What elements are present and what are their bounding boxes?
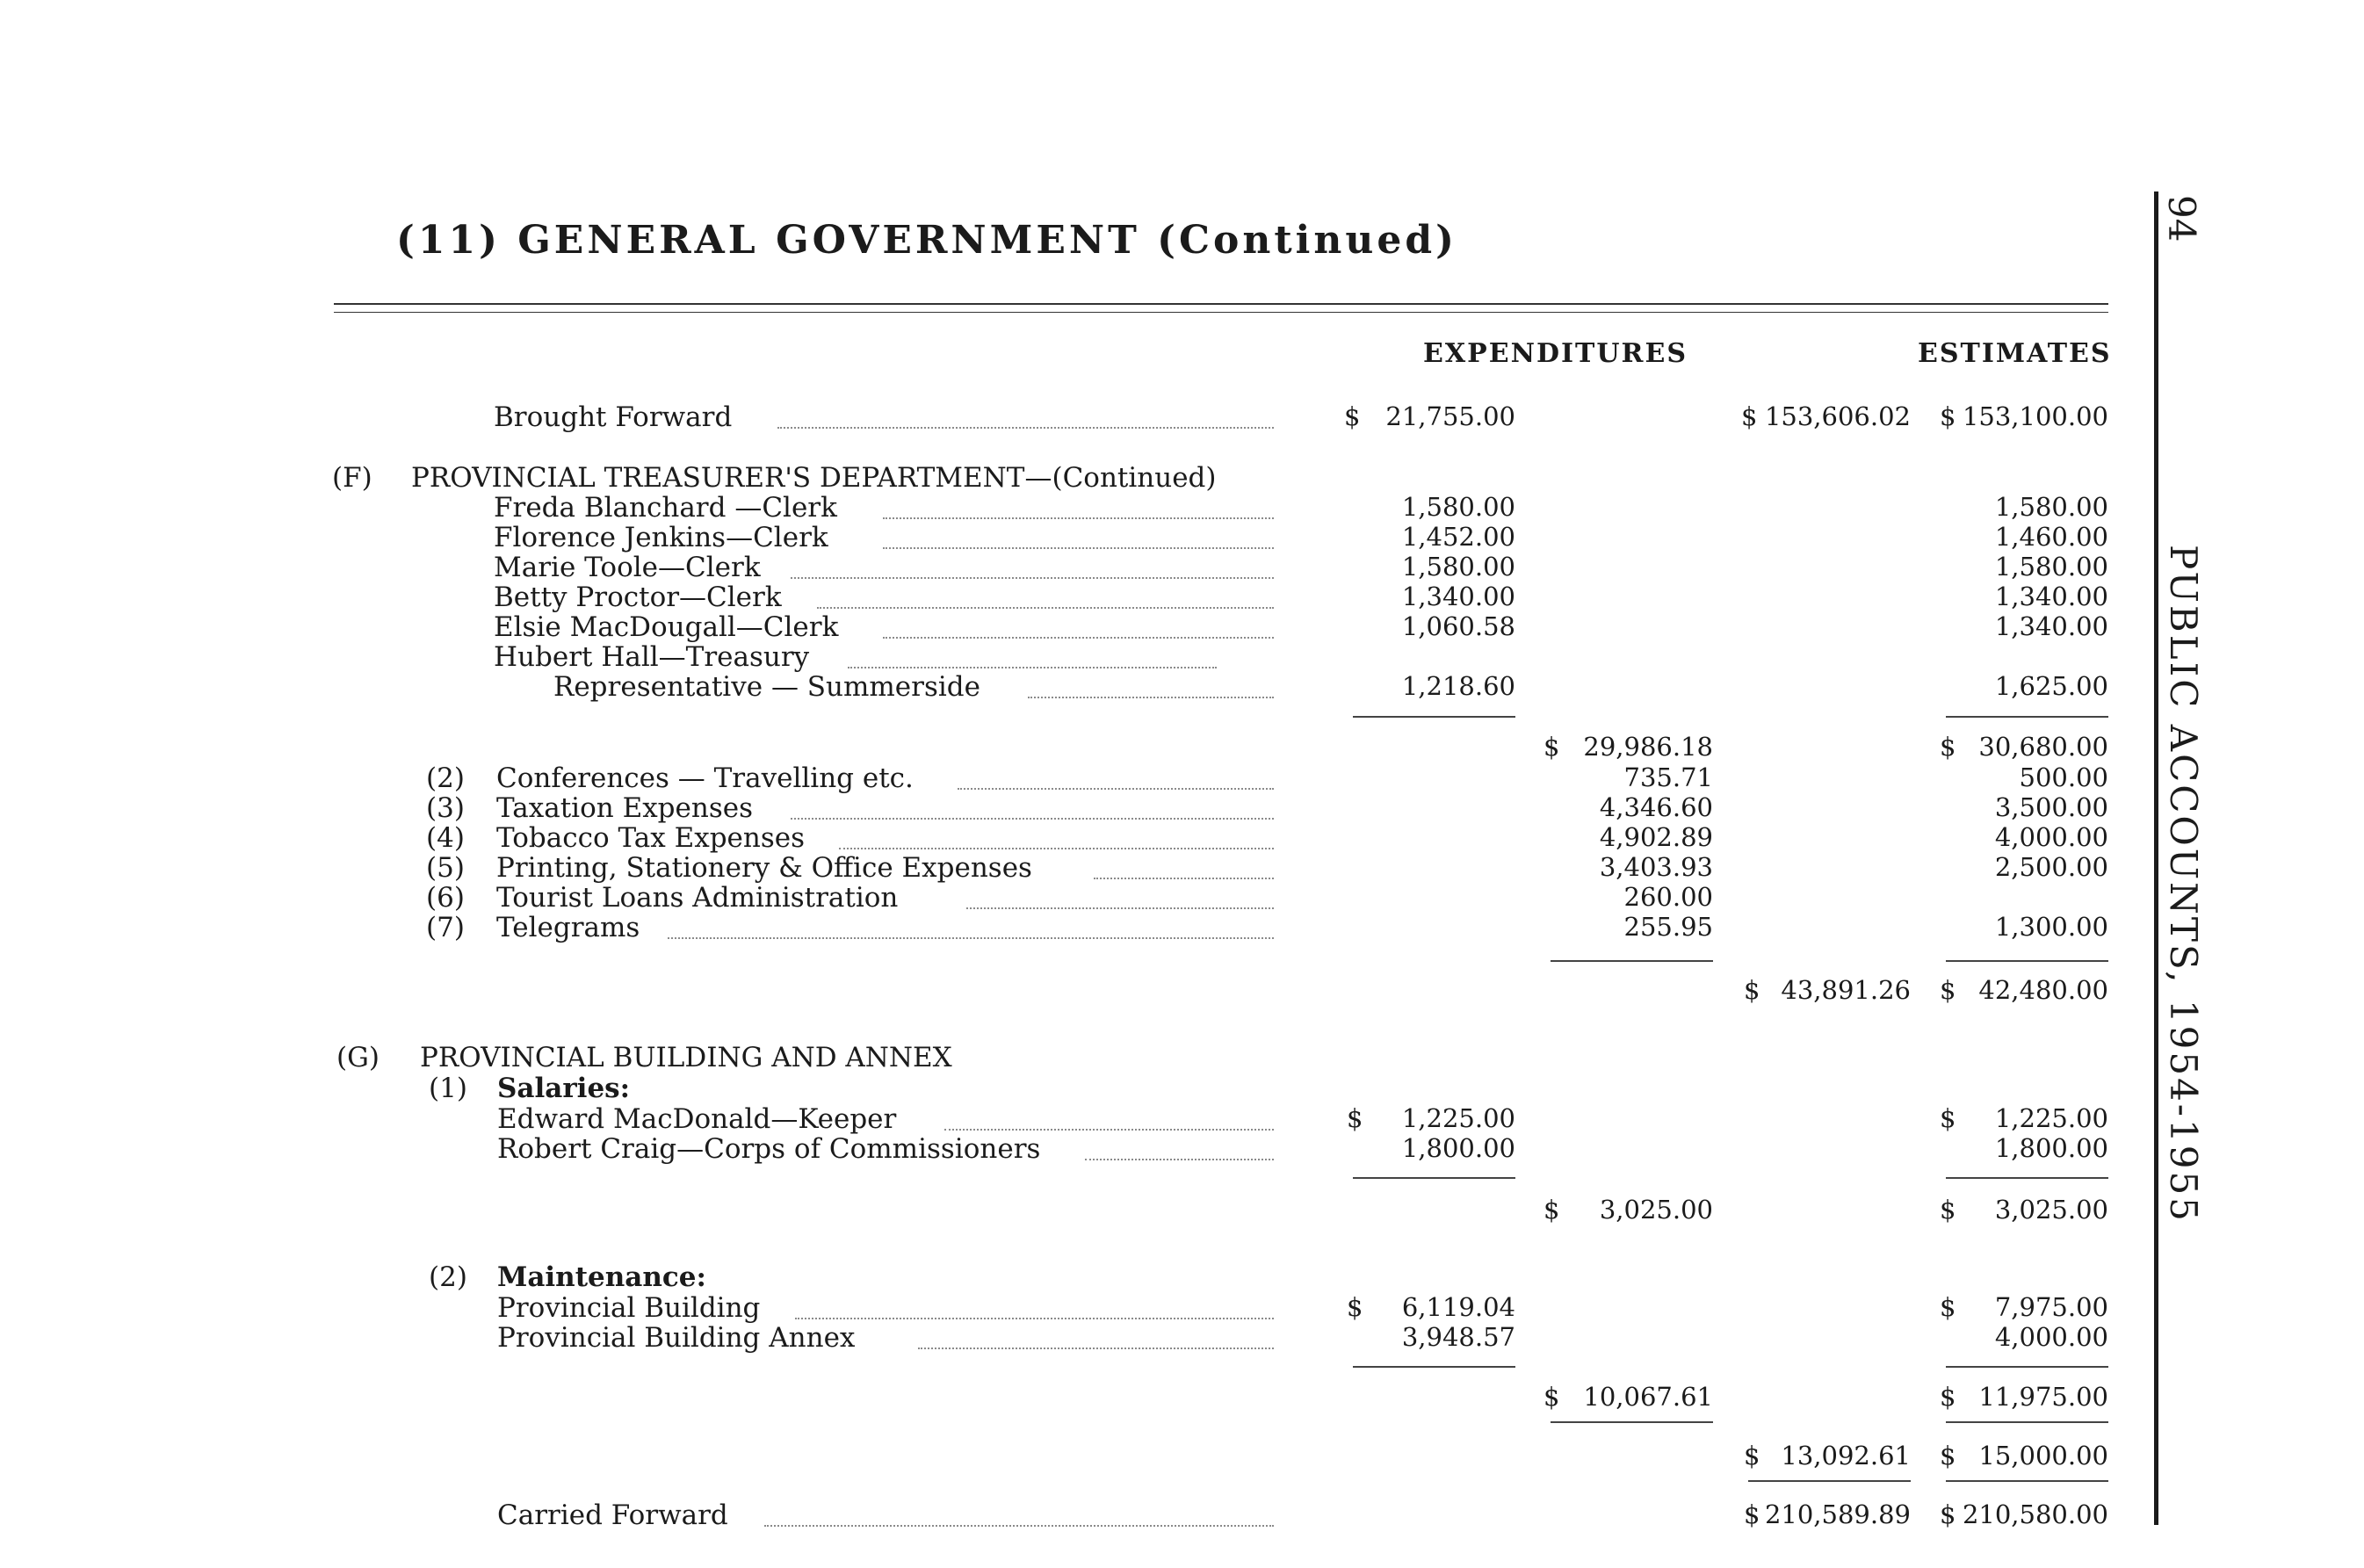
item-est: 1,300.00 bbox=[1994, 912, 2108, 942]
leader-dots bbox=[944, 1129, 1274, 1131]
staff-est: 1,625.00 bbox=[1994, 671, 2108, 701]
leader-dots bbox=[958, 788, 1274, 790]
margin-bar bbox=[2154, 191, 2158, 1525]
salary-name: Edward MacDonald—Keeper bbox=[497, 1103, 897, 1135]
staff-est: 1,580.00 bbox=[1994, 492, 2108, 522]
salary-exp: 1,225.00 bbox=[1401, 1103, 1515, 1133]
subtotal-rule bbox=[1946, 716, 2108, 718]
item-amount: 4,902.89 bbox=[1599, 822, 1713, 852]
staff-exp: 1,580.00 bbox=[1401, 492, 1515, 522]
maintenance-number: (2) bbox=[429, 1261, 467, 1293]
item-est: 2,500.00 bbox=[1994, 852, 2108, 882]
currency-sign: $ bbox=[1741, 401, 1758, 431]
currency-sign: $ bbox=[1940, 401, 1956, 431]
item-number: (2) bbox=[426, 762, 465, 794]
subtotal-rule bbox=[1353, 1366, 1515, 1368]
section-f-total: 43,891.26 bbox=[1781, 975, 1911, 1005]
maintenance-heading: Maintenance: bbox=[497, 1261, 706, 1293]
salaries-heading: Salaries: bbox=[497, 1073, 631, 1104]
section-f-total-est: 42,480.00 bbox=[1978, 975, 2108, 1005]
subtotal-rule bbox=[1946, 1177, 2108, 1179]
leader-dots bbox=[883, 517, 1274, 519]
salary-name: Robert Craig—Corps of Commissioners bbox=[497, 1133, 1041, 1165]
leader-dots bbox=[795, 1318, 1274, 1319]
estimates-header: ESTIMATES bbox=[1918, 338, 2112, 369]
brought-forward-exp: 21,755.00 bbox=[1385, 401, 1515, 431]
leader-dots bbox=[966, 907, 1274, 909]
salary-est: 1,225.00 bbox=[1994, 1103, 2108, 1133]
currency-sign: $ bbox=[1744, 1499, 1760, 1529]
leader-dots bbox=[668, 937, 1274, 939]
item-label: Tobacco Tax Expenses bbox=[496, 822, 806, 854]
page-title: (11) GENERAL GOVERNMENT (Continued) bbox=[396, 218, 1457, 263]
maintenance-exp: 6,119.04 bbox=[1401, 1292, 1515, 1322]
maintenance-name: Provincial Building bbox=[497, 1292, 761, 1324]
staff-est: 1,460.00 bbox=[1994, 522, 2108, 552]
item-amount: 4,346.60 bbox=[1599, 792, 1713, 822]
section-f-heading: PROVINCIAL TREASURER'S DEPARTMENT—(Continued) bbox=[411, 462, 1217, 494]
leader-dots bbox=[839, 848, 1274, 849]
staff-name: Elsie MacDougall—Clerk bbox=[494, 611, 839, 643]
staff-exp: 1,060.58 bbox=[1401, 611, 1515, 641]
staff-est: 1,580.00 bbox=[1994, 552, 2108, 582]
currency-sign: $ bbox=[1940, 1195, 1956, 1225]
staff-exp: 1,580.00 bbox=[1401, 552, 1515, 582]
item-label: Conferences — Travelling etc. bbox=[496, 762, 914, 794]
brought-forward-total: 153,606.02 bbox=[1764, 401, 1911, 431]
carried-forward-est: 210,580.00 bbox=[1962, 1499, 2108, 1529]
currency-sign: $ bbox=[1744, 1441, 1760, 1470]
section-g-code: (G) bbox=[336, 1042, 380, 1073]
leader-dots bbox=[918, 1348, 1274, 1349]
leader-dots bbox=[1028, 697, 1274, 698]
item-number: (5) bbox=[426, 852, 465, 884]
item-amount: 735.71 bbox=[1623, 762, 1713, 792]
item-number: (7) bbox=[426, 912, 465, 943]
salary-exp: 1,800.00 bbox=[1401, 1133, 1515, 1163]
item-number: (3) bbox=[426, 792, 465, 824]
currency-sign: $ bbox=[1543, 1382, 1560, 1412]
section-g-heading: PROVINCIAL BUILDING AND ANNEX bbox=[420, 1042, 952, 1073]
title-rule-bottom bbox=[334, 312, 2108, 313]
total-rule bbox=[1946, 1480, 2108, 1482]
staff-name: Representative — Summerside bbox=[553, 671, 980, 703]
staff-name: Betty Proctor—Clerk bbox=[494, 582, 782, 613]
leader-dots bbox=[817, 607, 1274, 609]
leader-dots bbox=[777, 427, 1274, 429]
leader-dots bbox=[883, 547, 1274, 549]
total-rule bbox=[1551, 960, 1713, 962]
currency-sign: $ bbox=[1940, 975, 1956, 1005]
brought-forward-label: Brought Forward bbox=[494, 401, 733, 433]
leader-dots bbox=[883, 637, 1274, 639]
item-amount: 255.95 bbox=[1623, 912, 1713, 942]
currency-sign: $ bbox=[1543, 732, 1560, 762]
salaries-number: (1) bbox=[429, 1073, 467, 1104]
leader-dots bbox=[848, 667, 1217, 668]
item-est: 500.00 bbox=[2019, 762, 2108, 792]
subtotal-rule bbox=[1946, 1366, 2108, 1368]
staff-name: Florence Jenkins—Clerk bbox=[494, 522, 828, 553]
maintenance-est: 4,000.00 bbox=[1994, 1322, 2108, 1352]
section-g-total: 13,092.61 bbox=[1781, 1441, 1911, 1470]
currency-sign: $ bbox=[1347, 1292, 1363, 1322]
staff-exp: 1,340.00 bbox=[1401, 582, 1515, 611]
salaries-subtotal: 3,025.00 bbox=[1599, 1195, 1713, 1225]
page-number: 94 bbox=[2160, 195, 2203, 242]
item-amount: 3,403.93 bbox=[1599, 852, 1713, 882]
total-rule bbox=[1551, 1421, 1713, 1423]
staff-est: 1,340.00 bbox=[1994, 611, 2108, 641]
salaries-subtotal-est: 30,680.00 bbox=[1978, 732, 2108, 762]
item-number: (6) bbox=[426, 882, 465, 914]
currency-sign: $ bbox=[1940, 1441, 1956, 1470]
staff-name: Freda Blanchard —Clerk bbox=[494, 492, 837, 524]
side-title: PUBLIC ACCOUNTS, 1954-1955 bbox=[2162, 545, 2205, 1224]
currency-sign: $ bbox=[1940, 1292, 1956, 1322]
subtotal-rule bbox=[1353, 716, 1515, 718]
staff-name: Hubert Hall—Treasury bbox=[494, 641, 810, 673]
currency-sign: $ bbox=[1543, 1195, 1560, 1225]
brought-forward-est: 153,100.00 bbox=[1962, 401, 2108, 431]
currency-sign: $ bbox=[1744, 975, 1760, 1005]
staff-est: 1,340.00 bbox=[1994, 582, 2108, 611]
title-rule-top bbox=[334, 303, 2108, 305]
item-est: 4,000.00 bbox=[1994, 822, 2108, 852]
leader-dots bbox=[1094, 878, 1274, 879]
currency-sign: $ bbox=[1940, 1103, 1956, 1133]
item-label: Taxation Expenses bbox=[496, 792, 754, 824]
item-label: Printing, Stationery & Office Expenses bbox=[496, 852, 1032, 884]
carried-forward-total: 210,589.89 bbox=[1764, 1499, 1911, 1529]
section-f-code: (F) bbox=[332, 462, 372, 494]
currency-sign: $ bbox=[1940, 732, 1956, 762]
carried-forward-label: Carried Forward bbox=[497, 1499, 728, 1531]
leader-dots bbox=[764, 1525, 1274, 1527]
maintenance-name: Provincial Building Annex bbox=[497, 1322, 856, 1354]
item-number: (4) bbox=[426, 822, 465, 854]
staff-name: Marie Toole—Clerk bbox=[494, 552, 761, 583]
maintenance-subtotal-est: 11,975.00 bbox=[1978, 1382, 2108, 1412]
total-rule bbox=[1946, 960, 2108, 962]
currency-sign: $ bbox=[1940, 1382, 1956, 1412]
leader-dots bbox=[1085, 1159, 1274, 1160]
item-est: 3,500.00 bbox=[1994, 792, 2108, 822]
salary-est: 1,800.00 bbox=[1994, 1133, 2108, 1163]
salaries-subtotal-est: 3,025.00 bbox=[1994, 1195, 2108, 1225]
subtotal-rule bbox=[1353, 1177, 1515, 1179]
currency-sign: $ bbox=[1344, 401, 1361, 431]
currency-sign: $ bbox=[1940, 1499, 1956, 1529]
item-label: Tourist Loans Administration bbox=[496, 882, 899, 914]
staff-exp: 1,452.00 bbox=[1401, 522, 1515, 552]
item-label: Telegrams bbox=[496, 912, 640, 943]
currency-sign: $ bbox=[1347, 1103, 1363, 1133]
salaries-subtotal: 29,986.18 bbox=[1583, 732, 1713, 762]
total-rule bbox=[1946, 1421, 2108, 1423]
maintenance-exp: 3,948.57 bbox=[1401, 1322, 1515, 1352]
staff-exp: 1,218.60 bbox=[1401, 671, 1515, 701]
total-rule bbox=[1748, 1480, 1911, 1482]
maintenance-est: 7,975.00 bbox=[1994, 1292, 2108, 1322]
section-g-total-est: 15,000.00 bbox=[1978, 1441, 2108, 1470]
maintenance-subtotal: 10,067.61 bbox=[1583, 1382, 1713, 1412]
leader-dots bbox=[791, 818, 1274, 820]
expenditures-header: EXPENDITURES bbox=[1423, 338, 1688, 369]
item-amount: 260.00 bbox=[1623, 882, 1713, 912]
leader-dots bbox=[791, 577, 1274, 579]
